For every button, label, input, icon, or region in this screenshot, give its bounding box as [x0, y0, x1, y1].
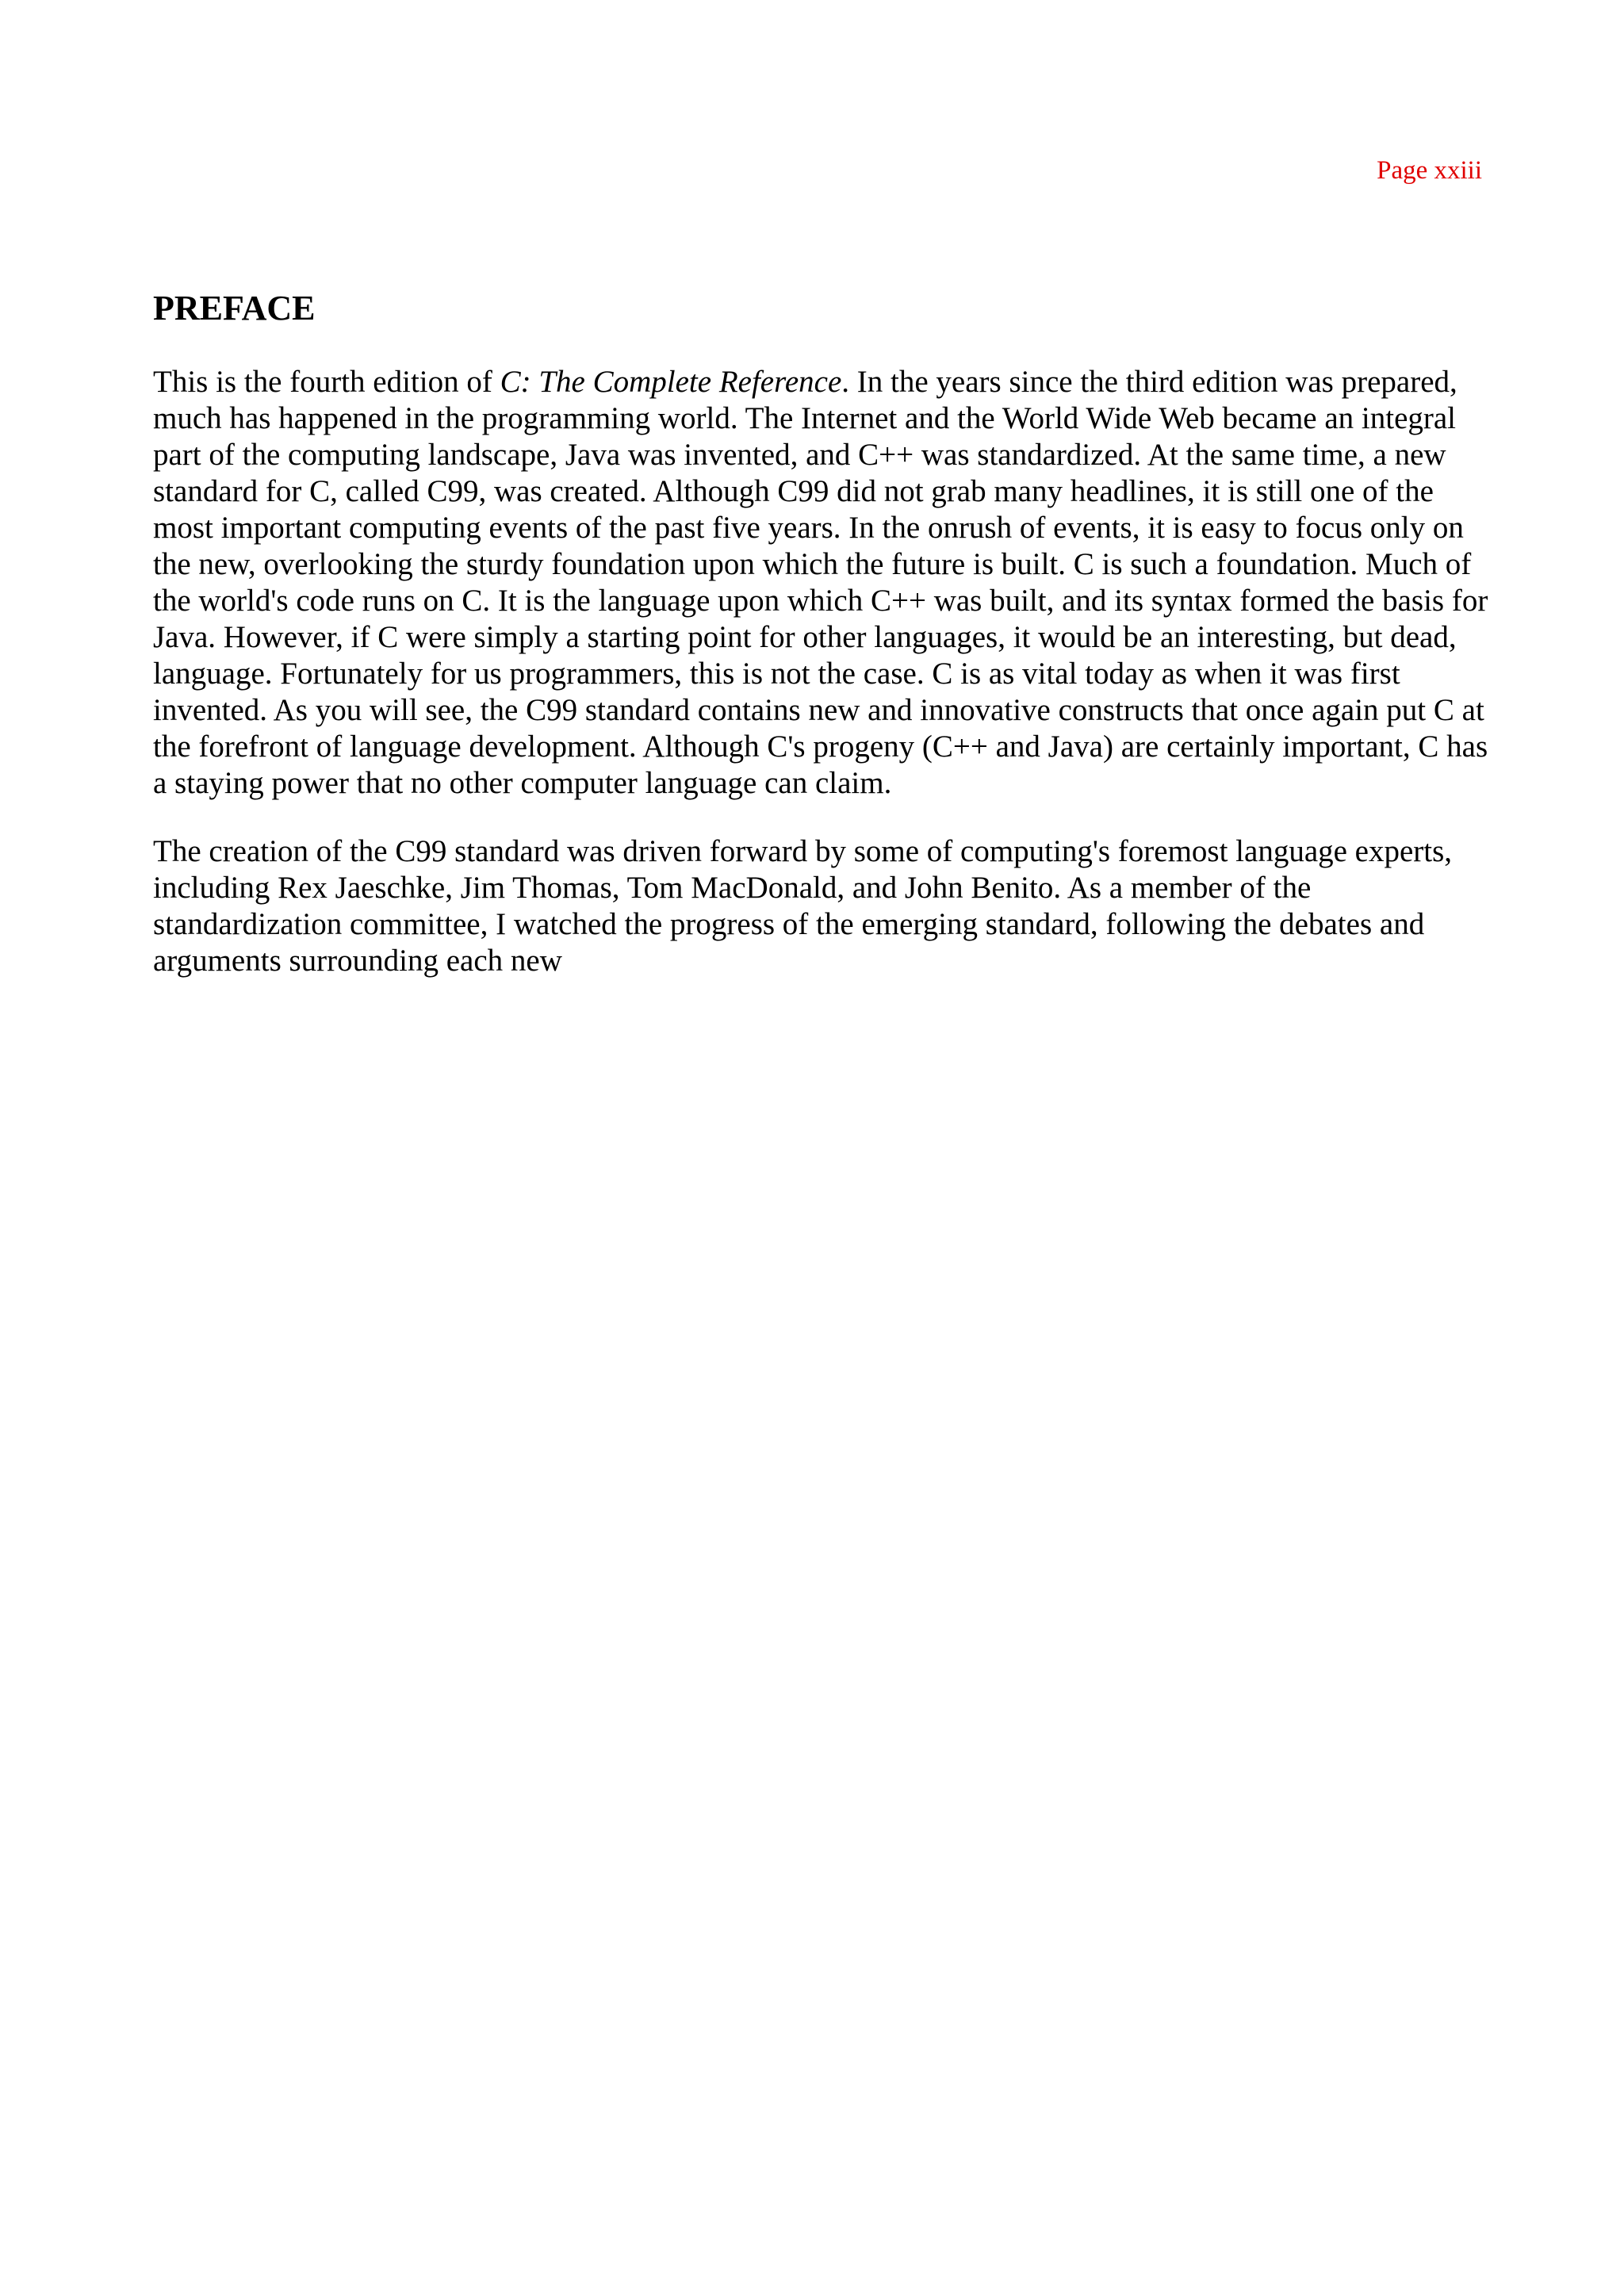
paragraph-1-rest: . In the years since the third edition was prepared, much has happened in the programming world. The Internet and the World Wide Web became an integral part of the computing landscape, Java was invented, and C++ was standardized. At the same time, a new standard for C, called C99, was created. Although C99 did not grab many headlines, it is still one of the most important computing events of the past five years. In the onrush of events, it is easy to focus only on the new, overlooking the sturdy foundation upon which the future is built. C is such a foundation. Much of the world's code runs on C. It is the language upon which C++ was built, and its syntax formed the basis for Java. However, if C were simply a starting point for other languages, it would be an interesting, but dead, language. Fortunately for us programmers, this is not the case. C is as vital today as when it was first invented. As you will see, the C99 standard contains new and innovative constructs that once again put C at the forefront of language development. Although C's progeny (C++ and Java) are certainly important, C has a staying power that no other computer language can claim. [153, 364, 1488, 800]
paragraph-1 [153, 364, 1493, 802]
book-title: C: The Complete Reference [500, 364, 842, 399]
page-number: Page xxiii [1377, 156, 1482, 185]
paragraph-2: The creation of the C99 standard was driven forward by some of computing's foremost language experts, including Rex Jaeschke, Jim Thomas, Tom MacDonald, and John Benito. As a member of the standardization committee, I watched the progress of the emerging standard, following the debates and arguments surrounding each new [153, 833, 1453, 978]
page-content [153, 289, 1493, 1011]
section-heading: PREFACE [153, 289, 316, 327]
paragraph-1-lead: This is the fourth edition of [153, 364, 500, 399]
